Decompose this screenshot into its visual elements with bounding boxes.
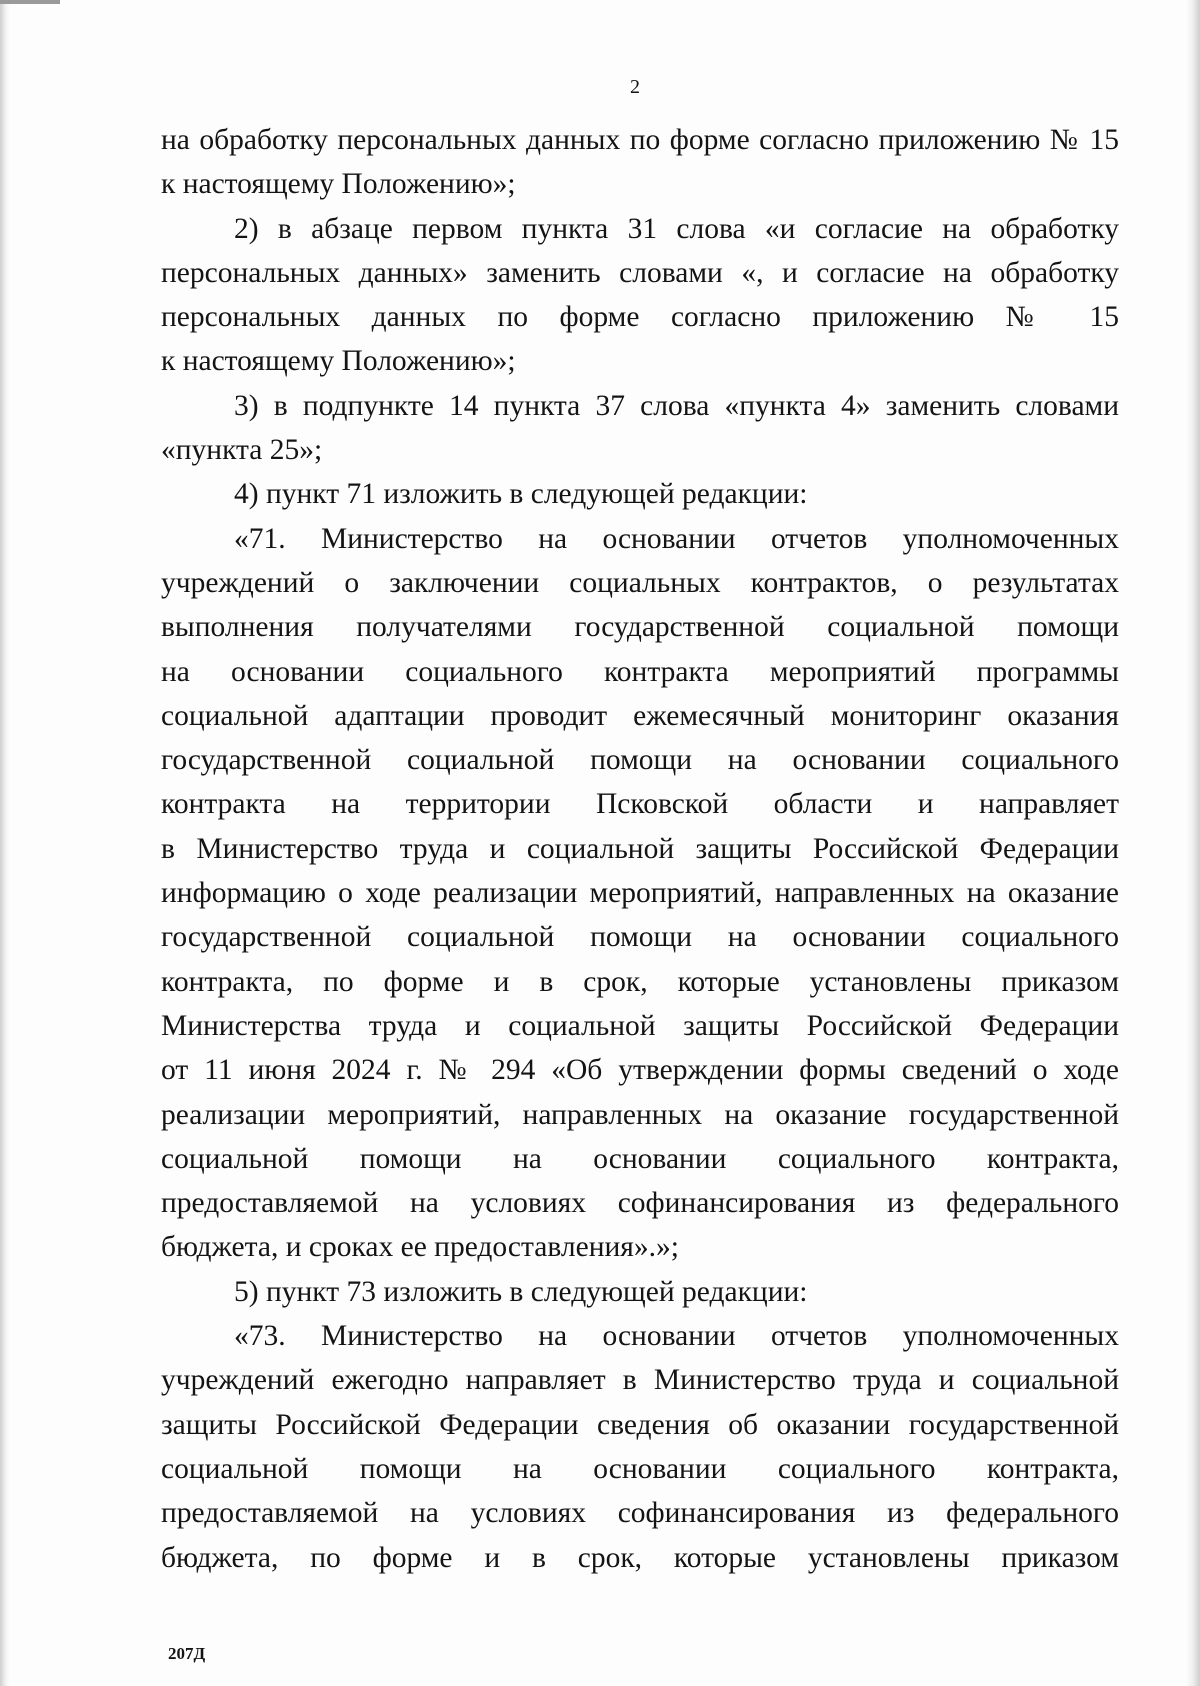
text-line: «71. Министерство на основании отчетов уполномоченных <box>234 522 1119 555</box>
text-line: контракта, по форме и в срок, которые установлены приказом <box>161 965 1119 998</box>
page-number: 2 <box>630 76 640 98</box>
text-line: информацию о ходе реализации мероприятий, направленных на оказание <box>161 877 1119 910</box>
text-line: учреждений о заключении социальных контрактов, о результатах <box>161 566 1119 599</box>
scan-edge-right <box>1186 0 1200 1686</box>
text-line: социальной помощи на основании социального контракта, <box>161 1142 1119 1175</box>
text-line: 5) пункт 73 изложить в следующей редакции: <box>234 1275 808 1308</box>
text-line: в Министерство труда и социальной защиты Российской Федерации <box>161 832 1119 865</box>
text-line: социальной помощи на основании социального контракта, <box>161 1452 1119 1485</box>
text-line: к настоящему Положению»; <box>161 345 516 378</box>
footer-document-code: 207Д <box>168 1644 206 1663</box>
text-line: выполнения получателями государственной социальной помощи <box>161 611 1119 644</box>
text-line: от 11 июня 2024 г. № 294 «Об утверждении формы сведений о ходе <box>161 1054 1119 1087</box>
text-line: к настоящему Положению»; <box>161 168 516 201</box>
text-line: бюджета, по форме и в срок, которые установлены приказом <box>161 1541 1119 1574</box>
text-line: реализации мероприятий, направленных на оказание государственной <box>161 1098 1119 1131</box>
text-line: 3) в подпункте 14 пункта 37 слова «пункта 4» заменить словами <box>234 389 1119 422</box>
text-line: контракта на территории Псковской области и направляет <box>161 788 1119 821</box>
scan-edge-top-mark <box>0 0 60 4</box>
text-line: государственной социальной помощи на основании социального <box>161 921 1119 954</box>
text-line: предоставляемой на условиях софинансирования из федерального <box>161 1187 1119 1220</box>
text-line: на обработку персональных данных по форме согласно приложению № 15 <box>161 124 1119 156</box>
text-line: защиты Российской Федерации сведения об оказании государственной <box>161 1408 1119 1441</box>
text-line: персональных данных» заменить словами «, и согласие на обработку <box>161 256 1119 289</box>
text-line: на основании социального контракта мероприятий программы <box>161 655 1119 688</box>
text-line: Министерства труда и социальной защиты Российской Федерации <box>161 1009 1119 1042</box>
scan-edge-left <box>0 0 10 1686</box>
text-line: государственной социальной помощи на основании социального <box>161 744 1119 777</box>
text-line: учреждений ежегодно направляет в Министерство труда и социальной <box>161 1364 1119 1397</box>
text-line: социальной адаптации проводит ежемесячный мониторинг оказания <box>161 699 1119 732</box>
document-body <box>161 118 1119 1580</box>
text-line: бюджета, и сроках ее предоставления».»; <box>161 1231 679 1264</box>
text-line: «73. Министерство на основании отчетов уполномоченных <box>234 1320 1119 1353</box>
text-line: 2) в абзаце первом пункта 31 слова «и согласие на обработку <box>234 212 1119 245</box>
text-line: предоставляемой на условиях софинансирования из федерального <box>161 1497 1119 1530</box>
text-line: персональных данных по форме согласно приложению № 15 <box>161 301 1119 334</box>
text-line: 4) пункт 71 изложить в следующей редакции: <box>234 478 808 511</box>
text-line: «пункта 25»; <box>161 434 323 467</box>
